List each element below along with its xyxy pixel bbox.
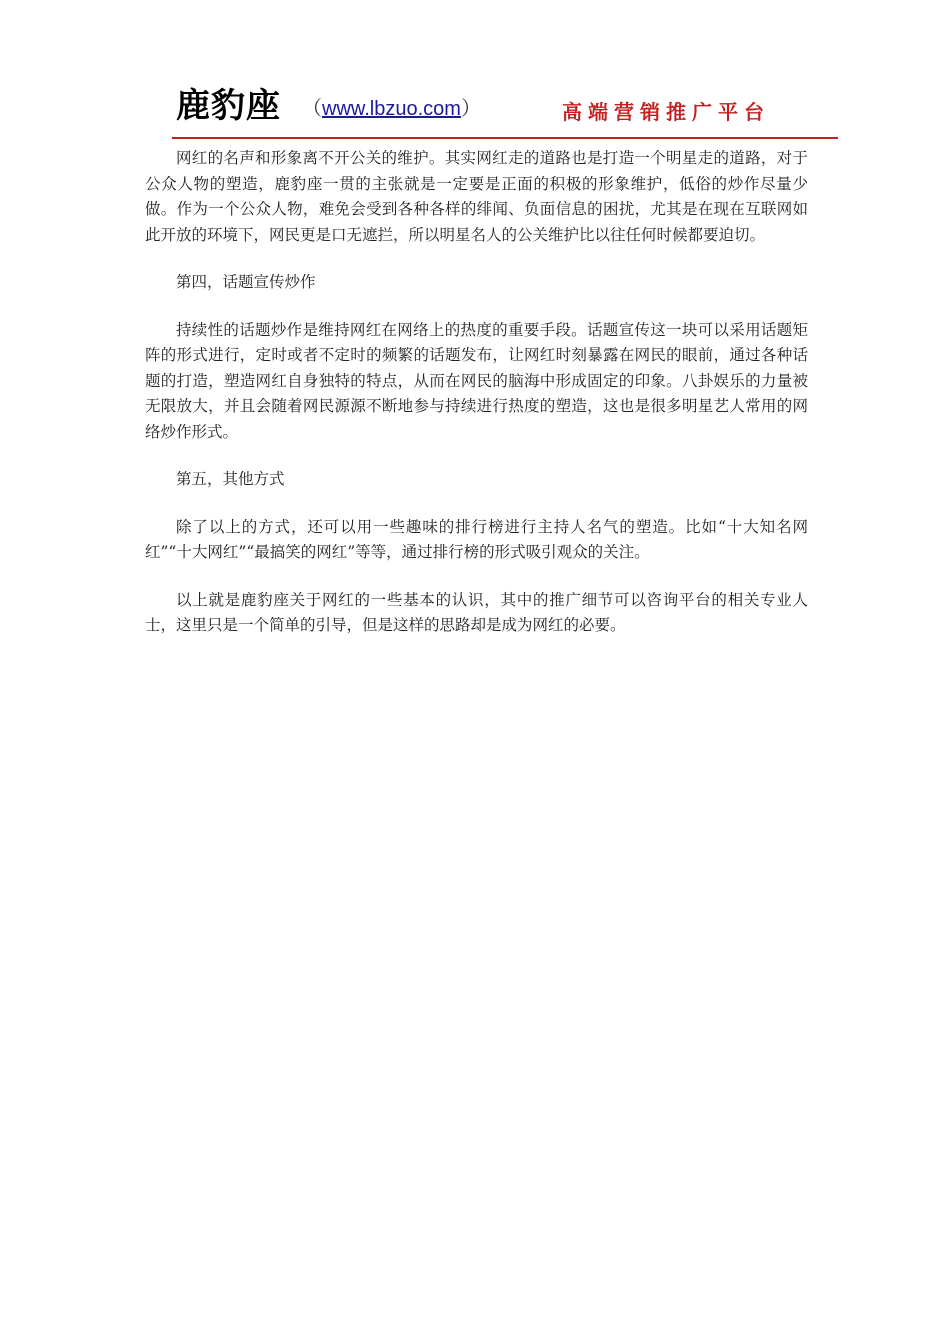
paragraph-topic-promotion: 持续性的话题炒作是维持网红在网络上的热度的重要手段。话题宣传这一块可以采用话题矩阵的形式进行，定时或者不定时的频繁的话题发布，让网红时刻暴露在网民的眼前，通过各种话题的打造，塑造网红自身独特的特点，从而在网民的脑海中形成固定的印象。八卦娱乐的力量被无限放大，并且会随着网民源源不断地参与持续进行热度的塑造，这也是很多明星艺人常用的网络炒作形式。	[145, 320, 808, 441]
paragraph-conclusion: 以上就是鹿豹座关于网红的一些基本的认识，其中的推广细节可以咨询平台的相关专业人士，这里只是一个简单的引导，但是这样的思路却是成为网红的必要。	[145, 590, 808, 634]
header-slogan: 高端营销推广平台	[562, 100, 770, 124]
section-heading-other-methods: 第五，其他方式	[176, 470, 285, 488]
paragraph-pr-maintenance: 网红的名声和形象离不开公关的维护。其实网红走的道路也是打造一个明星走的道路，对于公众人物的塑造，鹿豹座一贯的主张就是一定要是正面的积极的形象维护，低俗的炒作尽量少做。作为一个公众人物，难免会受到各种各样的绯闻、负面信息的困扰，尤其是在现在互联网如此开放的环境下，网民更是口无遮拦，所以明星名人的公关维护比以往任何时候都要迫切。	[145, 149, 808, 244]
header-divider	[172, 137, 838, 139]
article-body	[145, 146, 808, 661]
site-address	[302, 94, 481, 124]
section-heading-topic-promotion: 第四，话题宣传炒作	[176, 273, 316, 291]
page-header	[172, 84, 838, 140]
site-open-paren: （	[302, 98, 322, 120]
brand-logo-text: 鹿豹座	[176, 86, 281, 126]
paragraph-other-methods: 除了以上的方式，还可以用一些趣味的排行榜进行主持人名气的塑造。比如“十大知名网红”“十大网红”“最搞笑的网红”等等，通过排行榜的形式吸引观众的关注。	[145, 517, 808, 561]
site-close-paren: ）	[460, 98, 481, 120]
site-link[interactable]: www.lbzuo.com	[322, 98, 461, 120]
